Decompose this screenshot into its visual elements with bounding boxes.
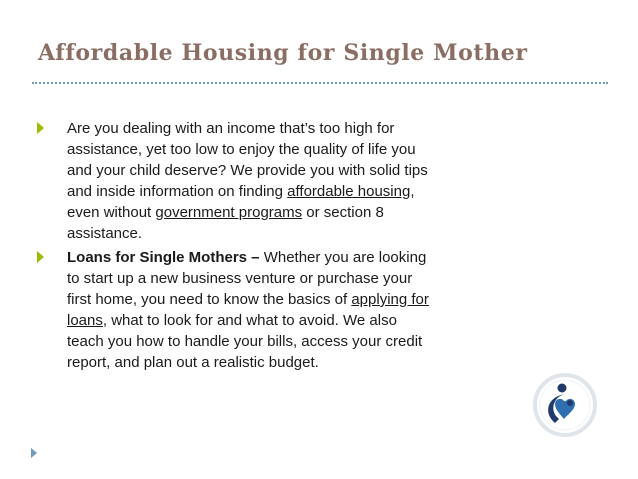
- bullet-text-part: or section 8 assistance.: [67, 204, 384, 242]
- bullet-text-part: Whether you are looking to start up a new business venture or purchase your first home, you need to know the basics of: [67, 249, 427, 308]
- bullet-item-loans: [37, 247, 437, 373]
- slide-title: Affordable Housing for Single Mother: [38, 40, 528, 66]
- triangle-bullet-icon: [37, 251, 44, 263]
- bullet-text-part: , even without: [67, 183, 415, 221]
- bullet-text: [67, 118, 437, 244]
- bullet-item-income: [37, 118, 437, 244]
- bullet-text-part: , what to look for and what to avoid. We also teach you how to handle your bills, access your credit report, and plan out a realistic budget.: [67, 312, 423, 371]
- title-divider: [32, 82, 608, 84]
- applying-for-loans-link[interactable]: applying for loans: [67, 291, 429, 329]
- loans-heading: Loans for Single Mothers –: [67, 249, 260, 266]
- affordable-housing-link[interactable]: affordable housing: [287, 183, 411, 200]
- government-programs-link[interactable]: government programs: [155, 204, 303, 221]
- slide-corner-marker: [31, 448, 37, 458]
- triangle-bullet-icon: [37, 122, 44, 134]
- bullet-list: [37, 118, 437, 376]
- bullet-text-part: Are you dealing with an income that’s too high for assistance, yet too low to enjoy the quality of life you and your child deserve? We provide you with solid tips and inside information on finding: [67, 120, 428, 200]
- mother-child-heart-logo: [533, 373, 597, 437]
- bullet-text: [67, 247, 437, 373]
